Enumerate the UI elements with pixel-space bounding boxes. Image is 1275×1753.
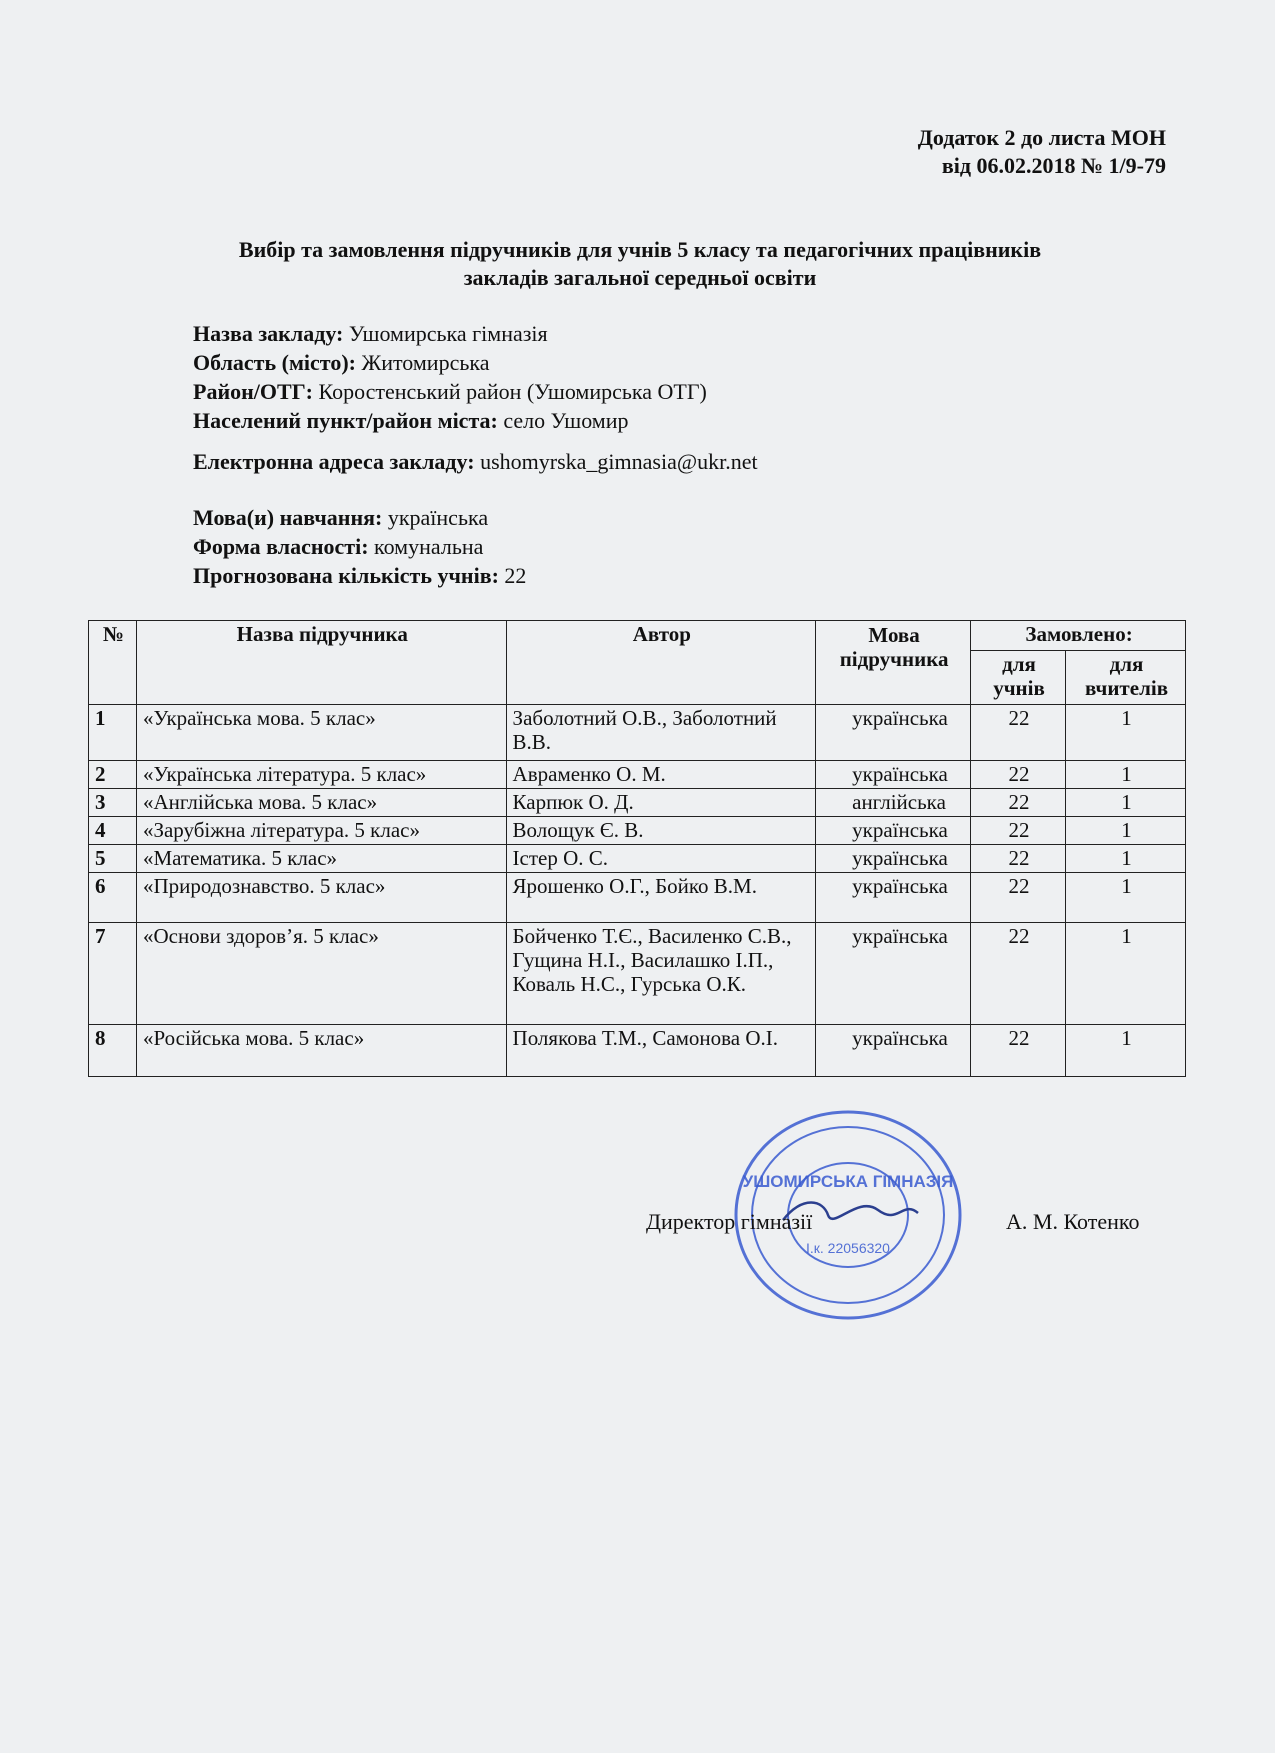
cell-number: 2 xyxy=(89,761,137,789)
cell-language: українська xyxy=(816,873,971,923)
school-name-value: Ушомирська гімназія xyxy=(343,321,548,346)
cell-author: Ярошенко О.Г., Бойко В.М. xyxy=(506,873,816,923)
cell-author: Полякова Т.М., Самонова О.І. xyxy=(506,1025,816,1077)
header-title: Назва підручника xyxy=(136,621,506,705)
cell-title: «Математика. 5 клас» xyxy=(136,845,506,873)
region-value: Житомирська xyxy=(355,350,490,375)
teaching-language-value: українська xyxy=(382,505,489,530)
header-author: Автор xyxy=(506,621,816,705)
table-row xyxy=(89,761,1186,789)
appendix-reference xyxy=(918,124,1166,180)
cell-students-count: 22 xyxy=(971,817,1066,845)
cell-language: українська xyxy=(816,845,971,873)
region-label: Область (місто): xyxy=(193,350,356,375)
cell-author: Волощук Є. В. xyxy=(506,817,816,845)
cell-title: «Основи здоров’я. 5 клас» xyxy=(136,923,506,1025)
cell-author: Авраменко О. М. xyxy=(506,761,816,789)
table-row xyxy=(89,923,1186,1025)
cell-language: українська xyxy=(816,761,971,789)
cell-teachers-count: 1 xyxy=(1066,817,1186,845)
cell-number: 5 xyxy=(89,845,137,873)
cell-language: англійська xyxy=(816,789,971,817)
cell-number: 4 xyxy=(89,817,137,845)
locality-value: село Ушомир xyxy=(497,408,629,433)
cell-number: 6 xyxy=(89,873,137,923)
cell-teachers-count: 1 xyxy=(1066,789,1186,817)
cell-title: «Англійська мова. 5 клас» xyxy=(136,789,506,817)
cell-students-count: 22 xyxy=(971,705,1066,761)
cell-language: українська xyxy=(816,817,971,845)
cell-author: Бойченко Т.Є., Василенко С.В., Гущина Н.І., Василашко І.П., Коваль Н.С., Гурська О.К. xyxy=(506,923,816,1025)
textbook-order-table xyxy=(88,620,1186,1077)
ownership-value: комунальна xyxy=(368,534,484,559)
header-ordered: Замовлено: xyxy=(971,621,1186,651)
cell-author: Карпюк О. Д. xyxy=(506,789,816,817)
director-name: А. М. Котенко xyxy=(1006,1209,1140,1234)
teaching-language-label: Мова(и) навчання: xyxy=(193,505,383,530)
table-row xyxy=(89,789,1186,817)
stamp-center-text: УШОМИРСЬКА ГІМНАЗІЯ xyxy=(742,1172,954,1191)
cell-language: українська xyxy=(816,705,971,761)
cell-title: «Українська література. 5 клас» xyxy=(136,761,506,789)
ownership-field xyxy=(193,533,483,561)
locality-field xyxy=(193,407,628,435)
cell-title: «Українська мова. 5 клас» xyxy=(136,705,506,761)
cell-title: «Природознавство. 5 клас» xyxy=(136,873,506,923)
cell-language: українська xyxy=(816,923,971,1025)
email-value: ushomyrska_gimnasia@ukr.net xyxy=(474,449,758,474)
email-field xyxy=(193,448,758,476)
locality-label: Населений пункт/район міста: xyxy=(193,408,498,433)
appendix-line-2: від 06.02.2018 № 1/9-79 xyxy=(941,153,1166,178)
cell-title: «Зарубіжна література. 5 клас» xyxy=(136,817,506,845)
header-for-students: для учнів xyxy=(971,651,1066,705)
title-line-1: Вибір та замовлення підручників для учнів 5 класу та педагогічних працівників xyxy=(238,237,1042,262)
student-count-field xyxy=(193,562,526,590)
title-line-2: закладів загальної середньої освіти xyxy=(463,265,817,290)
table-row xyxy=(89,845,1186,873)
district-field xyxy=(193,378,707,406)
cell-teachers-count: 1 xyxy=(1066,705,1186,761)
cell-number: 1 xyxy=(89,705,137,761)
document-title xyxy=(130,236,1150,292)
cell-students-count: 22 xyxy=(971,1025,1066,1077)
cell-students-count: 22 xyxy=(971,845,1066,873)
appendix-line-1: Додаток 2 до листа МОН xyxy=(917,125,1166,150)
table-row xyxy=(89,705,1186,761)
cell-teachers-count: 1 xyxy=(1066,761,1186,789)
table-header-row xyxy=(89,621,1186,651)
header-number: № xyxy=(89,621,137,705)
district-value: Коростенський район (Ушомирська ОТГ) xyxy=(313,379,707,404)
cell-language: українська xyxy=(816,1025,971,1077)
email-label: Електронна адреса закладу: xyxy=(193,449,475,474)
cell-teachers-count: 1 xyxy=(1066,923,1186,1025)
cell-author: Заболотний О.В., Заболотний В.В. xyxy=(506,705,816,761)
cell-students-count: 22 xyxy=(971,789,1066,817)
header-for-teachers: для вчителів xyxy=(1066,651,1186,705)
cell-students-count: 22 xyxy=(971,761,1066,789)
cell-number: 8 xyxy=(89,1025,137,1077)
table-row xyxy=(89,873,1186,923)
cell-students-count: 22 xyxy=(971,923,1066,1025)
table-row xyxy=(89,817,1186,845)
cell-teachers-count: 1 xyxy=(1066,845,1186,873)
cell-number: 3 xyxy=(89,789,137,817)
stamp-code-text: І.к. 22056320 xyxy=(806,1240,890,1256)
cell-teachers-count: 1 xyxy=(1066,1025,1186,1077)
student-count-label: Прогнозована кількість учнів: xyxy=(193,563,499,588)
table-row xyxy=(89,1025,1186,1077)
cell-students-count: 22 xyxy=(971,873,1066,923)
school-name-field xyxy=(193,320,548,348)
cell-title: «Російська мова. 5 клас» xyxy=(136,1025,506,1077)
school-name-label: Назва закладу: xyxy=(193,321,344,346)
ownership-label: Форма власності: xyxy=(193,534,369,559)
student-count-value: 22 xyxy=(498,563,527,588)
director-title: Директор гімназії xyxy=(646,1209,813,1234)
header-language: Мова підручника xyxy=(816,621,971,705)
teaching-language-field xyxy=(193,504,488,532)
region-field xyxy=(193,349,490,377)
cell-teachers-count: 1 xyxy=(1066,873,1186,923)
district-label: Район/ОТГ: xyxy=(193,379,314,404)
cell-number: 7 xyxy=(89,923,137,1025)
cell-author: Істер О. С. xyxy=(506,845,816,873)
